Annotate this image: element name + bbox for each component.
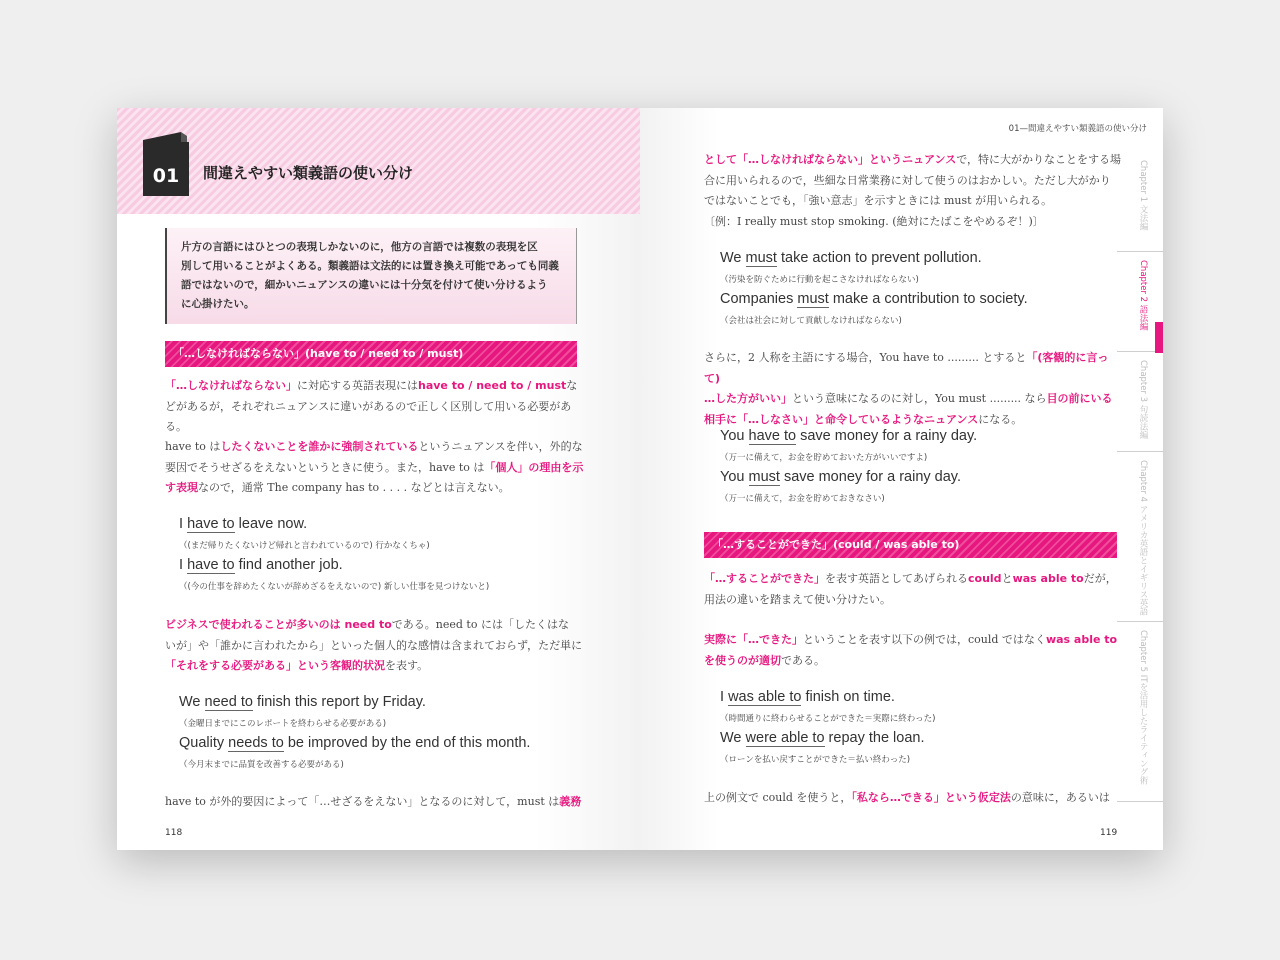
example-translation: （今月末までに品質を改善する必要がある) <box>179 760 344 770</box>
text: な <box>566 379 578 392</box>
emphasis: 「(客観的に言って) <box>704 351 1109 385</box>
paragraph-r1 <box>704 150 1124 232</box>
example-sentence: You must save money for a rainy day. <box>720 469 961 485</box>
example-translation: （(まだ帰りたくないけど帰れと言われているので) 行かなくちゃ) <box>179 541 430 551</box>
text: だが， <box>1083 572 1117 585</box>
text: 上の例文で could を使うと， <box>704 791 852 804</box>
example-sentence: You have to save money for a rainy day. <box>720 428 978 444</box>
running-head: 01—間違えやすい類義語の使い分け <box>1008 124 1147 134</box>
chapter-book-icon <box>139 130 193 200</box>
text: 要因でそうせざるをえないというときに使う。また，have to は <box>165 460 485 474</box>
tab-chapter-2[interactable]: Chapter 2 語法編 <box>1117 252 1163 352</box>
text: have to は <box>165 440 221 453</box>
text: を表す英語としてあげられる <box>825 572 968 585</box>
page-number: 119 <box>1100 828 1118 838</box>
text: と <box>1001 572 1013 585</box>
paragraph-4 <box>165 792 585 813</box>
text: という意味になるのに対し，You must ......... なら <box>792 392 1047 405</box>
intro-line: 別して用いることがよくある。類義語は文法的には置き換え可能であっても同義 <box>181 260 559 272</box>
text: 合に用いられるので，些細な日常業務に対して使うのはおかしい。ただし大がかり <box>704 173 1111 187</box>
example-sentence: I have to leave now. <box>179 516 308 532</box>
text: で，特に大がかりなことをする場 <box>956 153 1122 166</box>
paragraph-r3 <box>704 569 1124 610</box>
emphasis: have to / need to / must <box>418 379 567 392</box>
emphasis: を使うのが適切 <box>704 653 781 667</box>
text: have to が外的要因によって「…せざるをえない」となるのに対して，must は <box>165 795 560 808</box>
tab-chapter-3[interactable]: Chapter 3 句読法編 <box>1117 352 1163 452</box>
text: ではないことでも，「強い意志」を示すときには must が用いられる。 <box>704 194 1053 207</box>
emphasis: 「それをする必要がある」という客観的状況 <box>165 659 385 672</box>
text: どがあるが，それぞれニュアンスに違いがあるので正しく区別して用いる必要がある。 <box>165 399 572 433</box>
active-tab-marker <box>1155 322 1163 353</box>
section-heading: 「…することができた」(could / was able to) <box>704 532 1117 558</box>
emphasis: したくないことを誰かに強制されている <box>220 440 419 453</box>
intro-line: 語ではないので，細かいニュアンスの違いには十分気を付けて使い分けるよう <box>181 279 548 291</box>
emphasis: として「…しなければならない」というニュアンス <box>704 153 957 166</box>
example-translation: （汚染を防ぐために行動を起こさなければならない) <box>720 275 919 285</box>
example-sentence: I have to find another job. <box>179 557 343 573</box>
emphasis: ビジネスで使われることが多いのは need to <box>165 618 392 631</box>
example-translation: （万一に備えて，お金を貯めておきなさい) <box>720 494 885 504</box>
tab-chapter-4[interactable]: Chapter 4 アメリカ英語とイギリス英語 <box>1117 452 1163 622</box>
emphasis: was able to <box>1012 572 1084 585</box>
text: になる。 <box>978 412 1023 426</box>
emphasis: 相手に「…しなさい」と命令しているようなニュアンス <box>704 412 979 426</box>
emphasis: 「私なら…できる」という仮定法 <box>851 791 1011 804</box>
chapter-title: 間違えやすい類義語の使い分け <box>203 164 414 182</box>
emphasis: 実際に「…できた」 <box>704 633 803 646</box>
text: 用法の違いを踏まえて使い分けたい。 <box>704 592 891 606</box>
text: いが」や「誰かに言われたから」といった個人的な感情は含まれておらず，ただ単に <box>165 638 583 652</box>
emphasis: 目の前にいる <box>1046 392 1113 405</box>
text: なので，通常 The company has to . . . . などとは言えない。 <box>198 481 510 494</box>
page-number: 118 <box>165 828 183 838</box>
text: に対応する英語表現には <box>297 379 418 392</box>
emphasis: す表現 <box>165 481 198 494</box>
text: である。 <box>781 653 825 667</box>
example-translation: （ローンを払い戻すことができた＝払い終わった) <box>720 755 911 765</box>
chapter-header-band <box>117 108 640 214</box>
example-sentence: Companies must make a contribution to society. <box>720 291 1028 307</box>
chapter-index-tabs <box>1117 152 1163 817</box>
emphasis: …した方がいい」 <box>704 392 792 405</box>
book-spread <box>117 108 1163 850</box>
tab-chapter-5[interactable]: Chapter 5 ITを活用したライティング術 <box>1117 622 1163 802</box>
paragraph-3 <box>165 615 585 677</box>
text: というニュアンスを伴い，外的な <box>418 440 583 453</box>
text: ということを表す以下の例では，could ではなく <box>803 633 1046 646</box>
left-page <box>117 108 640 850</box>
text: である。need to には「したくはな <box>391 618 569 631</box>
paragraph-1 <box>165 376 585 438</box>
paragraph-r4 <box>704 630 1124 671</box>
example-translation: （金曜日までにこのレポートを終わらせる必要がある) <box>179 719 387 729</box>
paragraph-2 <box>165 437 585 499</box>
example-sentence: We need to finish this report by Friday. <box>179 694 426 710</box>
example-sentence: Quality needs to be improved by the end of this month. <box>179 735 531 751</box>
example-translation: （会社は社会に対して貢献しなければならない) <box>720 316 902 326</box>
tab-chapter-1[interactable]: Chapter 1 文法編 <box>1117 152 1163 252</box>
text: さらに，2 人称を主語にする場合，You have to ......... とすると <box>704 351 1027 364</box>
section-heading: 「…しなければならない」(have to / need to / must) <box>165 341 577 367</box>
paragraph-r2 <box>704 348 1124 430</box>
example-translation: （(今の仕事を辞めたくないが辞めざるをえないので) 新しい仕事を見つけないと) <box>179 582 490 592</box>
example-sentence: I was able to finish on time. <box>720 689 895 705</box>
right-page <box>640 108 1163 850</box>
chapter-number: 01 <box>152 165 180 187</box>
paragraph-r5 <box>704 788 1124 809</box>
emphasis: 「…しなければならない」 <box>165 379 297 392</box>
emphasis: 「…することができた」 <box>704 572 825 585</box>
text: を表す。 <box>385 659 429 672</box>
example-translation: （時間通りに終わらせることができた＝実際に終わった) <box>720 714 936 724</box>
intro-line: 片方の言語にはひとつの表現しかないのに，他方の言語では複数の表現を区 <box>181 241 538 253</box>
text: 〔例：I really must stop smoking. (絶対にたばこをやめるぞ！)〕 <box>704 214 1044 228</box>
example-sentence: We must take action to prevent pollution. <box>720 250 982 266</box>
example-translation: （万一に備えて，お金を貯めておいた方がいいですよ) <box>720 453 928 463</box>
emphasis: could <box>968 572 1002 585</box>
text: の意味に，あるいは <box>1010 791 1110 804</box>
intro-box <box>165 228 577 324</box>
example-sentence: We were able to repay the loan. <box>720 730 925 746</box>
emphasis: 義務 <box>559 795 582 808</box>
emphasis: 「個人」の理由を示 <box>484 460 584 474</box>
intro-line: に心掛けたい。 <box>181 298 255 310</box>
emphasis: was able to <box>1045 633 1118 646</box>
